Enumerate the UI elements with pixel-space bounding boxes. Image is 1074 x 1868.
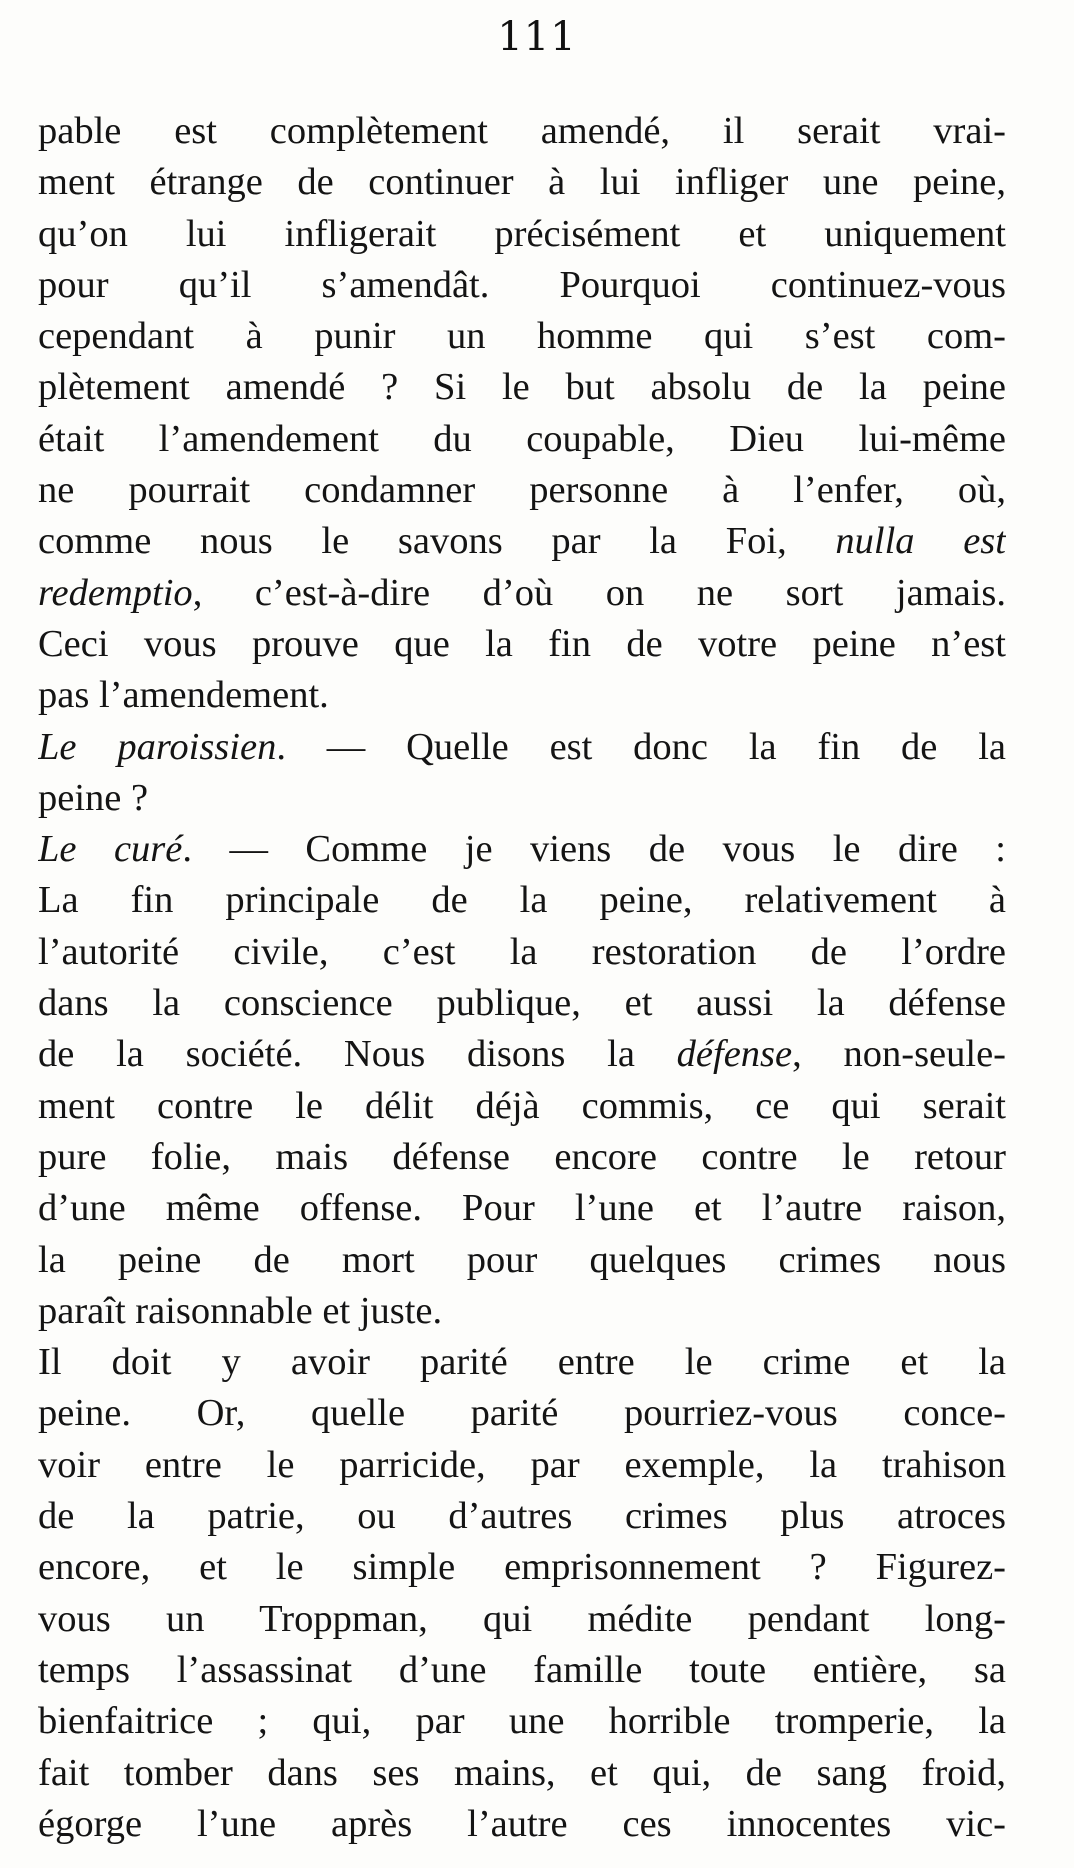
text-run: ne pourrait condamner personne à l’enfer, où, [38, 469, 1006, 512]
text-line [38, 1183, 1006, 1234]
text-run: encore, et le simple emprisonnement ? Figurez- [38, 1546, 1006, 1589]
text-line [38, 619, 1006, 670]
text-run: La fin principale de la peine, relativement à [38, 879, 1006, 922]
text-run: qu’on lui infligerait précisément et uniquement [38, 212, 1006, 255]
text-run: pable est complètement amendé, il serait vrai- [38, 110, 1006, 152]
text-run: voir entre le parricide, par exemple, la trahison [38, 1443, 1006, 1486]
text-line [38, 722, 1006, 773]
text-line [38, 773, 1006, 824]
italic-text: défense [676, 1033, 793, 1076]
text-line [38, 1542, 1006, 1593]
text-run: d’une même offense. Pour l’une et l’autre raison, [38, 1187, 1006, 1230]
text-line [38, 875, 1006, 926]
text-line [38, 1029, 1006, 1080]
text-run: temps l’assassinat d’une famille toute entière, sa [38, 1648, 1006, 1691]
page-number: 111 [497, 14, 577, 60]
text-line [38, 157, 1006, 208]
text-run: . — Comme je viens de vous le dire : [182, 828, 1006, 871]
text-line [38, 824, 1006, 875]
text-line [38, 414, 1006, 465]
text-line [38, 1081, 1006, 1132]
text-run: ment contre le délit déjà commis, ce qui serait [38, 1084, 1006, 1127]
text-run: pour qu’il s’amendât. Pourquoi continuez-vous [38, 263, 1006, 306]
text-run: fait tomber dans ses mains, et qui, de sang froid, [38, 1751, 1006, 1794]
text-line [38, 516, 1006, 567]
text-line [38, 1337, 1006, 1388]
text-run: de la société. Nous disons la [38, 1033, 677, 1076]
text-line [38, 1594, 1006, 1645]
text-run: dans la conscience publique, et aussi la défense [38, 982, 1006, 1025]
text-line [38, 1132, 1006, 1183]
text-run: , non-seule- [792, 1033, 1006, 1076]
text-run: peine. Or, quelle parité pourriez-vous conce- [38, 1392, 1006, 1435]
text-line [38, 209, 1006, 260]
text-run: bienfaitrice ; qui, par une horrible tromperie, la [38, 1700, 1006, 1743]
text-line [38, 311, 1006, 362]
text-line [38, 978, 1006, 1029]
text-run: . — Quelle est donc la fin de la [276, 725, 1006, 768]
text-line [38, 927, 1006, 978]
text-run: la peine de mort pour quelques crimes nous [38, 1238, 1006, 1281]
text-run: égorge l’une après l’autre ces innocentes vic- [38, 1802, 1006, 1845]
text-line [38, 670, 1006, 721]
text-line [38, 362, 1006, 413]
text-line [38, 1286, 1006, 1337]
text-line [38, 465, 1006, 516]
text-run: de la patrie, ou d’autres crimes plus atroces [38, 1495, 1006, 1538]
text-line [38, 1645, 1006, 1696]
text-line [38, 1491, 1006, 1542]
text-run: Ceci vous prouve que la fin de votre peine n’est [38, 622, 1006, 665]
text-run: ment étrange de continuer à lui infliger une peine, [38, 161, 1006, 204]
text-line [38, 260, 1006, 311]
text-run: paraît raisonnable et juste. [38, 1289, 443, 1332]
text-run: comme nous le savons par la Foi, [38, 520, 836, 563]
text-run: vous un Troppman, qui médite pendant long- [38, 1597, 1006, 1640]
text-line [38, 568, 1006, 619]
italic-text: nulla est [835, 520, 1006, 563]
italic-text: Le curé [38, 828, 183, 871]
italic-text: redemptio [38, 571, 193, 614]
text-run: Il doit y avoir parité entre le crime et la [38, 1341, 1006, 1384]
body-text [38, 106, 1006, 1850]
text-run: , c’est-à-dire d’où on ne sort jamais. [192, 571, 1006, 614]
text-line [38, 1388, 1006, 1439]
text-line [38, 1799, 1006, 1850]
text-line [38, 1696, 1006, 1747]
text-run: plètement amendé ? Si le but absolu de la peine [38, 366, 1006, 409]
text-run: pas l’amendement. [38, 674, 329, 717]
text-run: était l’amendement du coupable, Dieu lui-même [38, 417, 1006, 460]
italic-text: Le paroissien [38, 725, 277, 768]
text-line [38, 1235, 1006, 1286]
text-line [38, 106, 1006, 157]
text-run: peine ? [38, 776, 149, 819]
text-line [38, 1748, 1006, 1799]
text-run: pure folie, mais défense encore contre le retour [38, 1135, 1006, 1178]
text-line [38, 1440, 1006, 1491]
text-run: cependant à punir un homme qui s’est com- [38, 315, 1006, 358]
text-run: l’autorité civile, c’est la restoration de l’ordre [38, 930, 1006, 973]
